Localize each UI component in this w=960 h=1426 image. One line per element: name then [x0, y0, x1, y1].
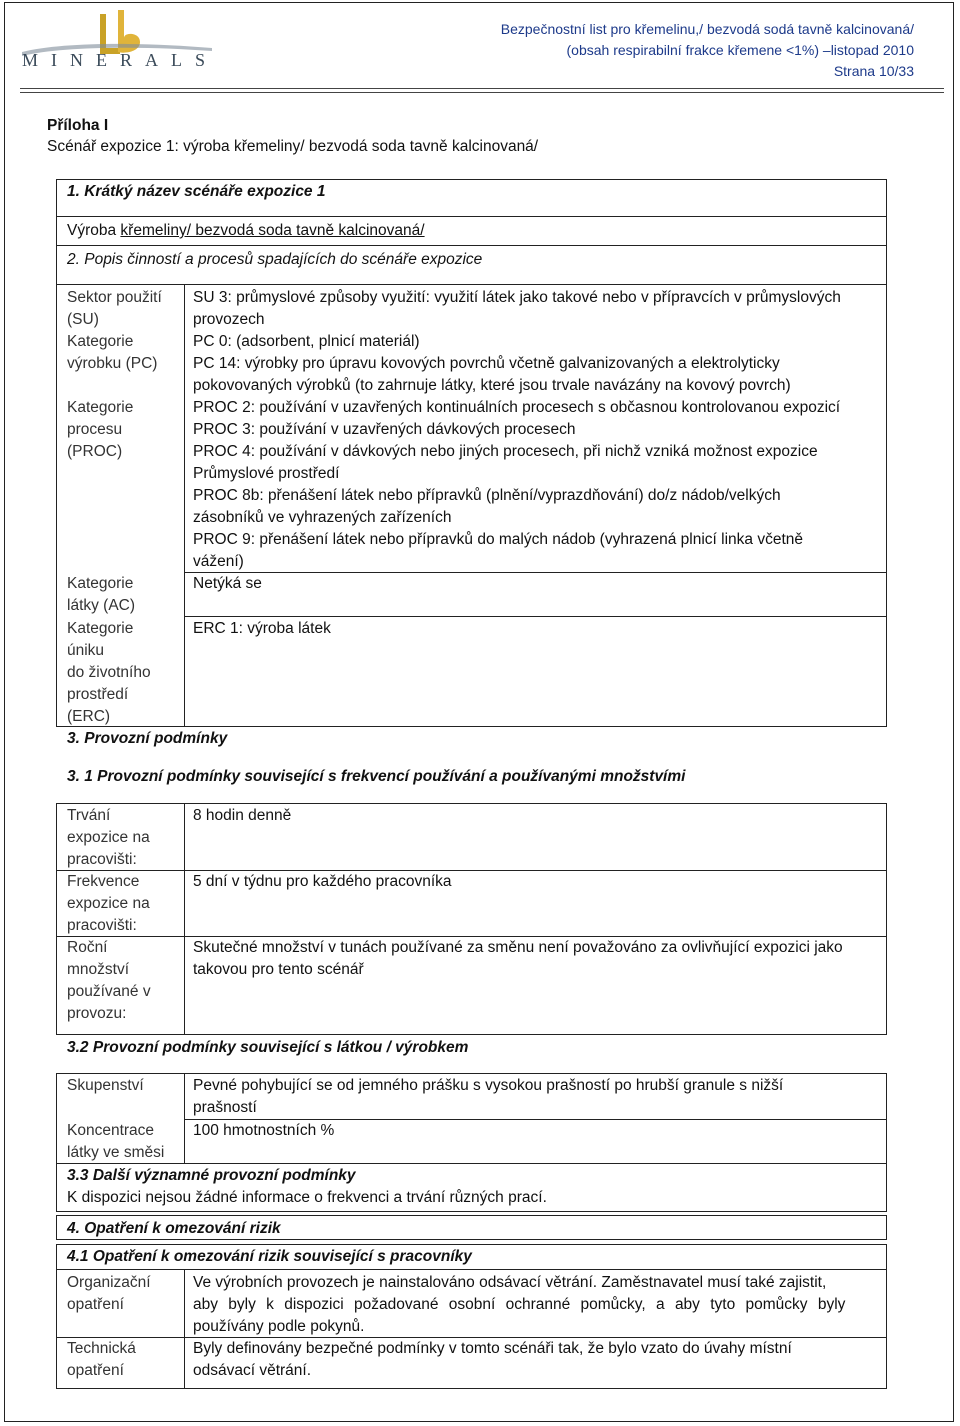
concentration-label: Koncentrace látky ve směsi — [67, 1122, 165, 1161]
exposure-frequency-value: 5 dní v týdnu pro každého pracovníka — [193, 873, 452, 890]
physical-state-label: Skupenství — [67, 1077, 144, 1094]
su-label: Sektor použití (SU) — [67, 289, 162, 328]
section3-1-heading: 3. 1 Provozní podmínky související s frekvencí používání a používanými množstvími — [67, 768, 686, 785]
technical-measures-label: Technická opatření — [67, 1340, 136, 1379]
header-subtitle-line: (obsah respirabilní frakce křemene <1%) –listopad 2010 — [566, 42, 914, 58]
organizational-measures-value: Ve výrobních provozech je nainstalováno odsávací větrání. Zaměstnavatel musí také zajistit, aby byly k dispozici požadované osobní ochranné pomůcky, a aby tyto pomůcky byly používány podle pokynů. — [193, 1274, 846, 1335]
section1-value — [67, 220, 425, 242]
su-value: SU 3: průmyslové způsoby využití: využití látek jako takové nebo v přípravcích v průmyslových provozech — [193, 289, 841, 328]
section1-heading: 1. Krátký název scénáře expozice 1 — [67, 183, 326, 200]
exposure-frequency-label: Frekvence expozice na pracovišti: — [67, 873, 150, 934]
physical-state-value: Pevné pohybující se od jemného prášku s vysokou prašností po hrubší granule s nižší prašností — [193, 1077, 784, 1116]
annex-title: Příloha I — [47, 117, 109, 134]
proc-label: Kategorie procesu (PROC) — [67, 399, 134, 460]
proc-value: PROC 2: používání v uzavřených kontinuálních procesech s občasnou kontrolovanou expozicí PROC 3: používání v uzavřených dávkových procesech PROC 4: používání v dávkových nebo jiných procesech, při nichž vzniká možnost expozice Průmyslové prostředí PROC 8b: přenášení látek nebo přípravků (plnění/vyprazdňování) do/z nádob/velkých zásobníků ve vyhrazených zařízeních PROC 9: přenášení látek nebo přípravků do malých nádob (vyhrazená plnicí linka včetně vážení) — [193, 399, 841, 570]
ac-value: Netýká se — [193, 575, 262, 592]
section1-value-link: křemeliny/ bezvodá soda tavně kalcinovaná/ — [120, 222, 425, 239]
erc-label: Kategorie úniku do životního prostředí (ERC) — [67, 620, 151, 725]
section2-row-divider-erc — [184, 616, 887, 617]
annual-amount-label: Roční množství používané v provozu: — [67, 939, 151, 1022]
organizational-measures-label: Organizační opatření — [67, 1274, 151, 1313]
section1-divider — [56, 216, 887, 217]
section3-3-heading: 3.3 Další významné provozní podmínky — [67, 1167, 356, 1184]
page-number: Strana 10/33 — [833, 63, 914, 79]
concentration-value: 100 hmotnostních % — [193, 1122, 335, 1139]
section4-heading: 4. Opatření k omezování rizik — [67, 1220, 281, 1237]
erc-value: ERC 1: výroba látek — [193, 620, 331, 637]
section2-heading-divider — [56, 284, 887, 285]
header-divider-2 — [20, 92, 944, 93]
annex-subtitle: Scénář expozice 1: výroba křemeliny/ bezvodá soda tavně kalcinovaná/ — [47, 138, 539, 155]
section3-2-heading: 3.2 Provozní podmínky související s látkou / výrobkem — [67, 1039, 469, 1056]
technical-measures-value: Byly definovány bezpečné podmínky v tomto scénáři tak, že bylo vzato do úvahy místní odsávací větrání. — [193, 1340, 792, 1379]
section4-1-heading-divider — [56, 1269, 887, 1270]
ac-label: Kategorie látky (AC) — [67, 575, 136, 614]
section1-value-prefix: Výroba — [67, 222, 121, 239]
exposure-duration-label: Trvání expozice na pracovišti: — [67, 807, 150, 868]
logo-wordmark: MINERALS — [22, 50, 219, 70]
pc-label: Kategorie výrobku (PC) — [67, 333, 158, 372]
pc-value: PC 0: (adsorbent, plnicí materiál) PC 14: výrobky pro úpravu kovových povrchů včetně galvanizovaných a elektrolyticky pokovovaných výrobků (to zahrnuje látky, které jsou trvale navázány na kovový povrch) — [193, 333, 791, 394]
annual-amount-value: Skutečné množství v tunách používané za směnu není považováno za ovlivňující expozici jako takovou pro tento scénář — [193, 939, 843, 978]
section3-heading: 3. Provozní podmínky — [67, 730, 228, 747]
header-title-line: Bezpečnostní list pro křemelinu,/ bezvodá sodá tavně kalcinovaná/ — [500, 21, 914, 37]
header-divider — [20, 88, 944, 89]
section4-1-heading: 4.1 Opatření k omezování rizik související s pracovníky — [67, 1248, 472, 1265]
document-header — [501, 19, 914, 82]
exposure-duration-value: 8 hodin denně — [193, 807, 292, 824]
section3-3-text: K dispozici nejsou žádné informace o frekvenci a trvání různých prací. — [67, 1189, 547, 1206]
section2-heading: 2. Popis činností a procesů spadajících do scénáře expozice — [67, 251, 483, 268]
